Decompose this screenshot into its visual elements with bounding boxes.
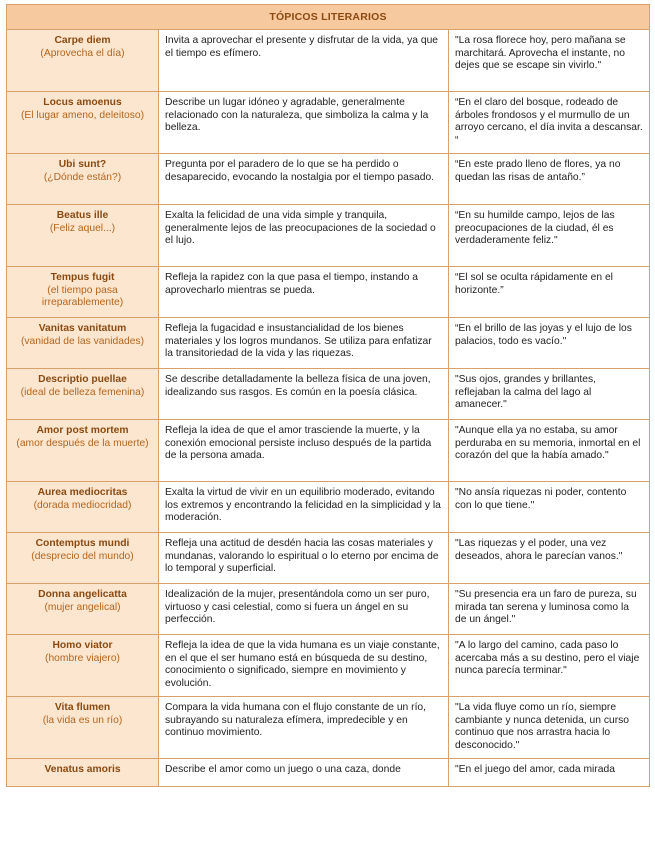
topic-name: Vita flumen <box>54 702 111 713</box>
topic-cell <box>7 154 159 205</box>
topic-example: "No ansía riquezas ni poder, contento con lo que tiene." <box>449 482 650 533</box>
table-row <box>7 92 650 154</box>
topic-translation: (hombre viajero) <box>45 652 120 664</box>
topic-translation: (vanidad de las vanidades) <box>20 335 145 347</box>
topic-cell <box>7 635 159 697</box>
topic-translation: (dorada mediocridad) <box>33 499 132 511</box>
topic-translation: (El lugar ameno, deleitoso) <box>20 109 145 121</box>
topic-cell <box>7 759 159 787</box>
topic-name: Homo viator <box>52 640 113 651</box>
topic-translation: (desprecio del mundo) <box>31 550 134 562</box>
table-row <box>7 697 650 759</box>
topic-translation: (mujer angelical) <box>44 601 121 613</box>
topic-example: "La rosa florece hoy, pero mañana se marchitará. Aprovecha el instante, no dejes que se escape sin vivirlo." <box>449 30 650 92</box>
topic-description: Refleja la fugacidad e insustancialidad de los bienes materiales y los logros mundanos. Se utiliza para enfatizar la transitoriedad de la vida y las riquezas. <box>159 318 449 369</box>
table-row <box>7 205 650 267</box>
topic-name: Contemptus mundi <box>35 538 130 549</box>
topic-example: “En este prado lleno de flores, ya no quedan las risas de antaño.” <box>449 154 650 205</box>
table-row <box>7 584 650 635</box>
topic-name: Descriptio puellae <box>38 374 127 385</box>
topic-description: Pregunta por el paradero de lo que se ha perdido o desaparecido, evocando la nostalgia por el tiempo pasado. <box>159 154 449 205</box>
table-row <box>7 154 650 205</box>
literary-topics-table <box>6 4 650 787</box>
table-row <box>7 759 650 787</box>
header-row <box>7 5 650 30</box>
topic-translation: (la vida es un río) <box>42 714 123 726</box>
topic-description: Idealización de la mujer, presentándola como un ser puro, virtuoso y casi celestial, como si fuera un ángel en su perfección. <box>159 584 449 635</box>
topic-translation: (amor después de la muerte) <box>16 437 149 449</box>
topic-example: "En el juego del amor, cada mirada <box>449 759 650 787</box>
topic-example: “El sol se oculta rápidamente en el horizonte.” <box>449 267 650 318</box>
table-row <box>7 318 650 369</box>
topic-name: Locus amoenus <box>43 97 122 108</box>
topic-example: "A lo largo del camino, cada paso lo acercaba más a su destino, pero el viaje nunca parecía terminar." <box>449 635 650 697</box>
table-row <box>7 482 650 533</box>
table-row <box>7 267 650 318</box>
topic-example: "Las riquezas y el poder, una vez deseados, ahora le parecían vanos." <box>449 533 650 584</box>
topic-cell <box>7 420 159 482</box>
topic-name: Donna angelicatta <box>38 589 127 600</box>
topic-example: "La vida fluye como un río, siempre cambiante y nunca detenida, un curso continuo que nos arrastra hacia lo desconocido." <box>449 697 650 759</box>
topic-cell <box>7 369 159 420</box>
table-row <box>7 635 650 697</box>
topic-description: Refleja una actitud de desdén hacia las cosas materiales y mundanas, valorando lo espiritual o lo eterno por encima de lo temporal y superficial. <box>159 533 449 584</box>
topic-cell <box>7 267 159 318</box>
topic-cell <box>7 697 159 759</box>
topic-description: Compara la vida humana con el flujo constante de un río, subrayando su naturaleza efímera, impredecible y en continuo movimiento. <box>159 697 449 759</box>
topic-example: "Aunque ella ya no estaba, su amor perduraba en su memoria, inmortal en el corazón del que la había amado." <box>449 420 650 482</box>
topic-cell <box>7 30 159 92</box>
topic-cell <box>7 584 159 635</box>
topic-description: Exalta la virtud de vivir en un equilibrio moderado, evitando los extremos y encontrando la felicidad en la simplicidad y la moderación. <box>159 482 449 533</box>
topic-name: Carpe diem <box>54 35 111 46</box>
table-row <box>7 30 650 92</box>
topic-cell <box>7 533 159 584</box>
table-row <box>7 420 650 482</box>
topic-translation: (ideal de belleza femenina) <box>20 386 145 398</box>
topic-name: Aurea mediocritas <box>37 487 128 498</box>
topic-name: Venatus amoris <box>44 764 121 775</box>
topic-name: Beatus ille <box>56 210 109 221</box>
topic-cell <box>7 318 159 369</box>
topic-example: “En su humilde campo, lejos de las preocupaciones de la ciudad, él es verdaderamente feliz." <box>449 205 650 267</box>
topic-description: Describe un lugar idóneo y agradable, generalmente relacionado con la naturaleza, que simboliza la calma y la belleza. <box>159 92 449 154</box>
topic-translation: (Feliz aquel...) <box>49 222 116 234</box>
topic-example: "Sus ojos, grandes y brillantes, reflejaban la calma del lago al amanecer." <box>449 369 650 420</box>
topic-name: Amor post mortem <box>36 425 129 436</box>
topic-description: Invita a aprovechar el presente y disfrutar de la vida, ya que el tiempo es efímero. <box>159 30 449 92</box>
topic-description: Refleja la idea de que la vida humana es un viaje constante, en el que el ser humano está en búsqueda de su destino, conocimiento o significado, siempre en movimiento y evolución. <box>159 635 449 697</box>
topic-description: Refleja la rapidez con la que pasa el tiempo, instando a aprovecharlo mientras se pueda. <box>159 267 449 318</box>
topic-example: “En el brillo de las joyas y el lujo de los palacios, todo es vacío." <box>449 318 650 369</box>
table-row <box>7 533 650 584</box>
topic-example: “En el claro del bosque, rodeado de árboles frondosos y el murmullo de un arroyo cercano, el día invita a descansar. “ <box>449 92 650 154</box>
topic-translation: (Aprovecha el día) <box>40 47 125 59</box>
table-body <box>7 30 650 787</box>
topic-example: "Su presencia era un faro de pureza, su mirada tan serena y luminosa como la de un ángel." <box>449 584 650 635</box>
topic-translation: (¿Dónde están?) <box>43 171 122 183</box>
topic-name: Tempus fugit <box>50 272 115 283</box>
topic-cell <box>7 482 159 533</box>
topic-cell <box>7 205 159 267</box>
topic-description: Describe el amor como un juego o una caza, donde <box>159 759 449 787</box>
topic-name: Ubi sunt? <box>58 159 107 170</box>
topic-translation: (el tiempo pasa irreparablemente) <box>41 284 124 309</box>
table-row <box>7 369 650 420</box>
topic-description: Exalta la felicidad de una vida simple y tranquila, generalmente lejos de las preocupaciones de la sociedad o el lujo. <box>159 205 449 267</box>
topic-name: Vanitas vanitatum <box>38 323 127 334</box>
topic-description: Se describe detalladamente la belleza física de una joven, idealizando sus rasgos. Es común en la poesía clásica. <box>159 369 449 420</box>
topic-description: Refleja la idea de que el amor trasciende la muerte, y la conexión emocional persiste incluso después de la partida de la persona amada. <box>159 420 449 482</box>
topic-cell <box>7 92 159 154</box>
table-title: TÓPICOS LITERARIOS <box>7 5 650 30</box>
